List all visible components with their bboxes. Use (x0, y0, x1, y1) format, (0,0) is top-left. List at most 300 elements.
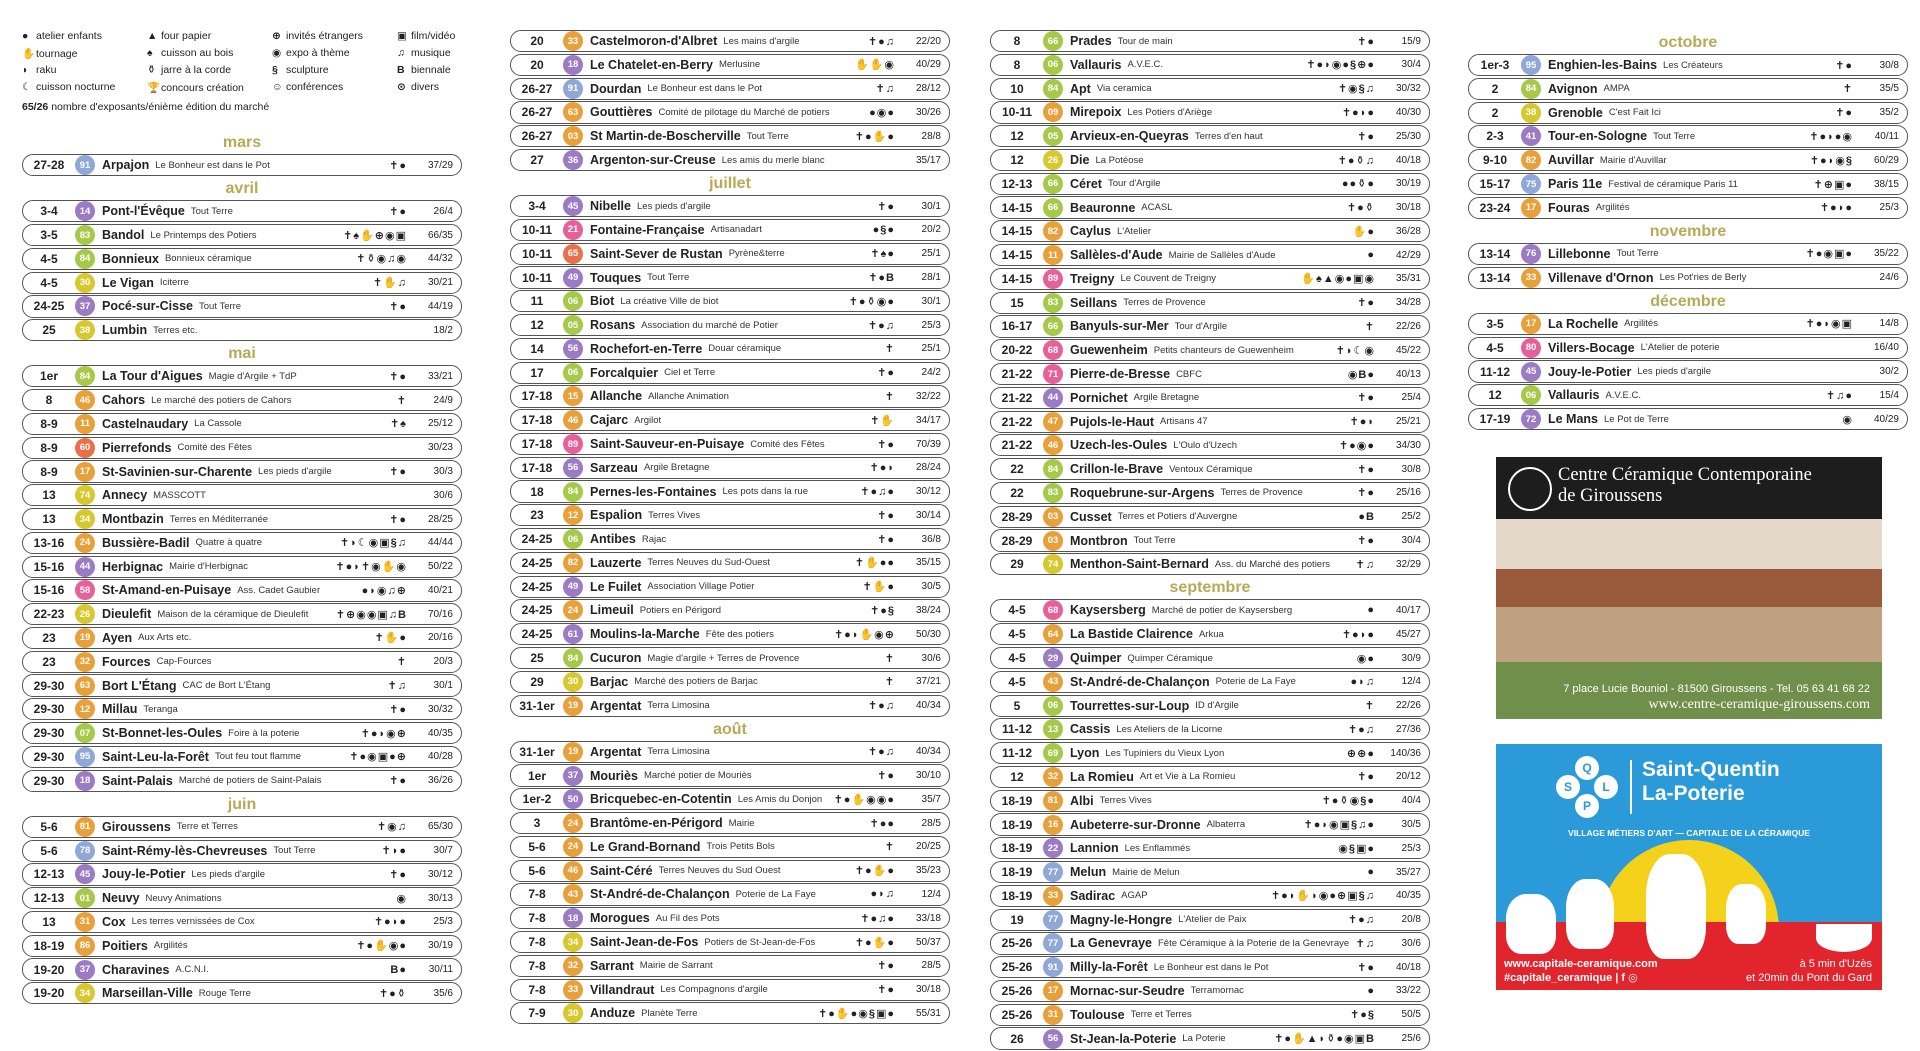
event-row[interactable] (22, 579, 462, 601)
event-organizer: ID d'Argile (1195, 700, 1239, 712)
event-row[interactable] (510, 552, 950, 574)
event-organizer: A.V.E.C. (1605, 389, 1641, 401)
event-date: 17-19 (1479, 412, 1511, 427)
event-row[interactable] (990, 837, 1430, 859)
event-row[interactable] (510, 955, 950, 977)
event-row[interactable] (990, 1027, 1430, 1049)
event-date: 28-29 (1001, 533, 1033, 548)
event-count: 40/29 (1873, 413, 1899, 425)
event-row[interactable] (990, 980, 1430, 1002)
event-date: 31-1er (519, 698, 555, 713)
event-features-icons: ✝● (877, 509, 895, 522)
event-date: 22 (1010, 462, 1024, 477)
event-organizer: Terre et Terres (1130, 1009, 1192, 1021)
event-town: Pocé-sur-Cisse (102, 299, 194, 314)
department-badge: 66 (1043, 31, 1063, 51)
department-badge: 74 (1043, 554, 1063, 574)
event-town: Sarzeau (590, 460, 638, 475)
event-row[interactable] (510, 54, 950, 76)
department-badge: 84 (1043, 79, 1063, 99)
event-row[interactable] (22, 958, 462, 980)
event-row[interactable] (990, 387, 1430, 409)
event-organizer: Quatre à quatre (195, 537, 263, 549)
event-row[interactable] (1468, 313, 1908, 335)
event-row[interactable] (510, 671, 950, 693)
event-count: 40/30 (1395, 106, 1421, 118)
department-badge: 31 (1043, 1005, 1063, 1025)
event-organizer: Potiers en Périgord (639, 604, 722, 616)
event-date: 3-5 (1486, 316, 1504, 331)
department-badge: 09 (1043, 102, 1063, 122)
event-row[interactable] (22, 911, 462, 933)
event-features-icons: ✝●♫ (867, 319, 895, 332)
event-town: Saint-Sever de Rustan (590, 246, 723, 261)
event-row[interactable] (990, 411, 1430, 433)
event-count: 25/4 (1401, 392, 1421, 404)
event-features-icons: ✝♫ (1355, 937, 1375, 950)
event-row[interactable] (1468, 384, 1908, 406)
event-row[interactable] (990, 695, 1430, 717)
event-features-icons: ✝●◗◉§ (1809, 154, 1853, 167)
event-date: 16-17 (1001, 319, 1033, 334)
event-date: 20 (530, 34, 544, 49)
event-row[interactable] (990, 599, 1430, 621)
event-organizer: Potiers de St-Jean-de-Fos (704, 936, 816, 948)
event-row[interactable] (22, 935, 462, 957)
event-row[interactable] (990, 529, 1430, 551)
event-organizer: A.V.E.C. (1127, 59, 1163, 71)
event-row[interactable] (510, 979, 950, 1001)
event-organizer: Argile Bretagne (643, 462, 710, 474)
event-row[interactable] (510, 528, 950, 550)
event-organizer: Rajac (641, 533, 667, 545)
event-organizer: Terramornac (1190, 985, 1244, 997)
event-town: Le Chatelet-en-Berry (590, 57, 713, 72)
event-features-icons: ✝♠ (389, 418, 407, 431)
event-count: 35/17 (915, 154, 941, 166)
event-organizer: Fête des potiers (705, 628, 774, 640)
department-badge: 30 (563, 1003, 583, 1023)
event-row[interactable] (22, 863, 462, 885)
event-row[interactable] (22, 154, 462, 176)
event-organizer: Terres Neuves du Sud-Ouest (647, 557, 770, 569)
event-row[interactable] (22, 532, 462, 554)
event-organizer: Via ceramica (1096, 83, 1152, 95)
event-town: Forcalquier (590, 365, 659, 380)
event-row[interactable] (510, 741, 950, 763)
event-row[interactable] (990, 742, 1430, 764)
event-organizer: Les Enflammés (1124, 842, 1191, 854)
event-row[interactable] (510, 812, 950, 834)
event-row[interactable] (22, 389, 462, 411)
event-row[interactable] (22, 413, 462, 435)
event-date: 12 (1010, 769, 1024, 784)
event-town: Pujols-le-Haut (1070, 414, 1155, 429)
event-row[interactable] (22, 224, 462, 246)
event-town: Cassis (1070, 722, 1111, 737)
event-count: 22/20 (915, 35, 941, 47)
event-row[interactable] (510, 219, 950, 241)
event-row[interactable] (510, 931, 950, 953)
event-row[interactable] (990, 54, 1430, 76)
event-row[interactable] (510, 195, 950, 217)
department-badge: 95 (75, 747, 95, 767)
event-organizer: Teranga (143, 703, 178, 715)
event-row[interactable] (510, 788, 950, 810)
event-row[interactable] (990, 458, 1430, 480)
event-row[interactable] (22, 840, 462, 862)
event-count: 15/9 (1401, 35, 1421, 47)
ad-saint-quentin-social[interactable]: #capitale_ceramique | f ◎ (1504, 972, 1638, 984)
event-date: 28-29 (1001, 509, 1033, 524)
event-town: Dourdan (590, 81, 642, 96)
event-organizer: AMPA (1603, 83, 1630, 95)
event-organizer: Association Village Potier (647, 581, 755, 593)
event-row[interactable] (510, 338, 950, 360)
event-date: 7-8 (528, 958, 546, 973)
event-count: 32/29 (1395, 558, 1421, 570)
event-row[interactable] (990, 268, 1430, 290)
event-row[interactable] (22, 982, 462, 1004)
legend-item (147, 47, 233, 59)
event-date: 10-11 (521, 246, 553, 261)
event-row[interactable] (22, 816, 462, 838)
event-features-icons: ◉§▣● (1338, 842, 1375, 855)
department-badge: 84 (75, 366, 95, 386)
event-town: Bort L'Étang (102, 678, 177, 693)
event-row[interactable] (510, 764, 950, 786)
event-date: 5-6 (528, 839, 546, 854)
event-row[interactable] (510, 290, 950, 312)
event-row[interactable] (22, 698, 462, 720)
event-row[interactable] (990, 149, 1430, 171)
legend-label: conférences (286, 81, 344, 93)
event-date: 14-15 (1001, 200, 1033, 215)
department-badge: 66 (1043, 174, 1063, 194)
event-row[interactable] (1468, 54, 1908, 76)
event-date: 25 (42, 323, 56, 338)
event-row[interactable] (990, 623, 1430, 645)
month-heading: avril (225, 180, 259, 198)
event-features-icons: ✝●♫● (860, 486, 895, 499)
event-features-icons: ✝●♫ (1347, 914, 1375, 927)
event-row[interactable] (990, 196, 1430, 218)
event-count: 60/29 (1873, 154, 1899, 166)
event-count: 42/29 (1395, 249, 1421, 261)
department-badge: 06 (563, 529, 583, 549)
event-row[interactable] (990, 339, 1430, 361)
event-features-icons: ✝● (389, 703, 407, 716)
event-town: Albi (1070, 793, 1094, 808)
event-row[interactable] (990, 101, 1430, 123)
event-row[interactable] (1468, 125, 1908, 147)
event-town: Guewenheim (1070, 343, 1148, 358)
event-row[interactable] (990, 1004, 1430, 1026)
event-row[interactable] (1468, 408, 1908, 430)
event-row[interactable] (22, 770, 462, 792)
event-row[interactable] (990, 671, 1430, 693)
event-row[interactable] (510, 149, 950, 171)
event-row[interactable] (510, 125, 950, 147)
event-date: 4-5 (1008, 603, 1026, 618)
event-row[interactable] (22, 295, 462, 317)
event-count: 25/1 (921, 248, 941, 260)
event-date: 18-19 (33, 938, 65, 953)
event-row[interactable] (510, 836, 950, 858)
event-row[interactable] (510, 695, 950, 717)
department-badge: 44 (75, 557, 95, 577)
event-row[interactable] (510, 1002, 950, 1024)
event-row[interactable] (1468, 102, 1908, 124)
event-row[interactable] (510, 907, 950, 929)
ad-saint-quentin[interactable] (1496, 744, 1882, 990)
event-row[interactable] (22, 887, 462, 909)
event-town: Sadirac (1070, 888, 1116, 903)
event-row[interactable] (22, 248, 462, 270)
event-date: 4-5 (1486, 340, 1504, 355)
legend-label: film/vidéo (411, 30, 456, 42)
event-row[interactable] (990, 885, 1430, 907)
event-row[interactable] (990, 244, 1430, 266)
event-date: 31-1er (519, 744, 555, 759)
event-row[interactable] (510, 385, 950, 407)
event-row[interactable] (22, 722, 462, 744)
event-row[interactable] (1468, 78, 1908, 100)
event-date: 20-22 (1001, 343, 1033, 358)
event-features-icons: ✝♠● (870, 248, 895, 261)
event-date: 11 (530, 294, 544, 309)
legend-label: jarre à la corde (161, 64, 232, 76)
event-row[interactable] (22, 674, 462, 696)
event-row[interactable] (510, 623, 950, 645)
event-row[interactable] (22, 627, 462, 649)
event-count: 30/18 (915, 984, 941, 996)
ad-giroussens[interactable] (1496, 457, 1882, 719)
event-organizer: Les pieds d'argile (191, 868, 265, 880)
event-row[interactable] (990, 292, 1430, 314)
event-row[interactable] (990, 909, 1430, 931)
event-date: 19-20 (33, 986, 65, 1001)
event-row[interactable] (990, 30, 1430, 52)
event-row[interactable] (22, 437, 462, 459)
event-row[interactable] (990, 506, 1430, 528)
event-town: St-Jean-la-Poterie (1070, 1031, 1177, 1046)
event-row[interactable] (510, 101, 950, 123)
event-date: 1er-3 (1480, 58, 1510, 73)
event-town: Vallauris (1070, 57, 1122, 72)
event-organizer: Maison de la céramique de Dieulefit (157, 608, 309, 620)
event-row[interactable] (990, 956, 1430, 978)
event-count: 37/21 (915, 676, 941, 688)
event-features-icons: ✝●◗◉▣ (1805, 318, 1853, 331)
event-row[interactable] (1468, 197, 1908, 219)
department-badge: 71 (1043, 364, 1063, 384)
event-row[interactable] (510, 30, 950, 52)
event-row[interactable] (1468, 149, 1908, 171)
event-count: 50/37 (915, 936, 941, 948)
event-town: Fources (102, 654, 151, 669)
department-badge: 12 (75, 699, 95, 719)
department-badge: 16 (1043, 815, 1063, 835)
event-town: Toulouse (1070, 1007, 1125, 1022)
event-date: 8-9 (40, 440, 58, 455)
event-row[interactable] (990, 813, 1430, 835)
event-row[interactable] (22, 365, 462, 387)
event-row[interactable] (510, 860, 950, 882)
event-count: 33/22 (1395, 985, 1421, 997)
event-row[interactable] (990, 553, 1430, 575)
event-row[interactable] (22, 272, 462, 294)
event-row[interactable] (1468, 243, 1908, 265)
event-row[interactable] (22, 651, 462, 673)
event-row[interactable] (22, 200, 462, 222)
event-row[interactable] (510, 883, 950, 905)
department-badge: 37 (563, 766, 583, 786)
event-features-icons: ✝●B (868, 272, 895, 285)
department-badge: 34 (563, 932, 583, 952)
event-town: Menthon-Saint-Bernard (1070, 557, 1209, 572)
event-features-icons: ✝● (877, 438, 895, 451)
ad-saint-quentin-tagline: VILLAGE MÉTIERS D'ART — CAPITALE DE LA CÉRAMIQUE (1568, 828, 1810, 838)
department-badge: 83 (75, 225, 95, 245)
event-row[interactable] (510, 480, 950, 502)
event-features-icons: ✝● (1357, 35, 1375, 48)
event-row[interactable] (510, 409, 950, 431)
event-row[interactable] (22, 556, 462, 578)
event-row[interactable] (1468, 337, 1908, 359)
event-row[interactable] (990, 78, 1430, 100)
event-town: Aubeterre-sur-Dronne (1070, 817, 1201, 832)
logo-separator (1630, 760, 1632, 814)
event-date: 12-13 (33, 867, 65, 882)
event-town: Saint-Rémy-lès-Chevreuses (102, 843, 268, 858)
event-town: Le Mans (1548, 412, 1599, 427)
department-badge: 03 (1043, 507, 1063, 527)
jar-illustration (1506, 894, 1556, 954)
event-row[interactable] (22, 460, 462, 482)
event-town: Enghien-les-Bains (1548, 58, 1658, 73)
event-row[interactable] (990, 790, 1430, 812)
department-badge: 30 (75, 273, 95, 293)
event-town: Bussière-Badil (102, 535, 190, 550)
event-row[interactable] (510, 576, 950, 598)
event-count: 28/8 (921, 130, 941, 142)
event-row[interactable] (990, 647, 1430, 669)
event-row[interactable] (510, 266, 950, 288)
event-count: 25/6 (1401, 1033, 1421, 1045)
department-badge: 56 (1043, 1029, 1063, 1049)
event-row[interactable] (990, 220, 1430, 242)
department-badge: 56 (563, 458, 583, 478)
event-organizer: Mairie de Sarrant (639, 960, 713, 972)
event-town: Moulins-la-Marche (590, 627, 700, 642)
department-badge: 06 (563, 291, 583, 311)
event-row[interactable] (990, 718, 1430, 740)
event-date: 10-11 (521, 222, 553, 237)
department-badge: 13 (1043, 719, 1063, 739)
event-row[interactable] (990, 932, 1430, 954)
event-count: 30/4 (1401, 59, 1421, 71)
event-row[interactable] (22, 484, 462, 506)
event-organizer: Le Pot de Terre (1604, 413, 1669, 425)
event-row[interactable] (22, 319, 462, 341)
event-count: 36/28 (1395, 225, 1421, 237)
event-row[interactable] (510, 362, 950, 384)
event-row[interactable] (510, 504, 950, 526)
event-count: 40/34 (915, 700, 941, 712)
event-count: 20/3 (433, 656, 453, 668)
event-features-icons: ●B (1358, 510, 1375, 523)
event-organizer: Le Bonheur est dans le Pot (647, 83, 762, 95)
event-town: Jouy-le-Potier (1548, 364, 1632, 379)
event-organizer: Mairie d'Auvillar (1599, 154, 1667, 166)
event-organizer: Les Ateliers de la Licorne (1116, 723, 1223, 735)
event-row[interactable] (510, 647, 950, 669)
event-organizer: Bonnieux céramique (164, 253, 252, 265)
department-badge: 33 (563, 31, 583, 51)
event-organizer: Terre et Terres (176, 821, 238, 833)
event-features-icons: ✝● (877, 200, 895, 213)
event-date: 3-4 (40, 204, 58, 219)
event-date: 2 (1491, 105, 1499, 120)
event-organizer: Les pots dans la rue (722, 486, 808, 498)
event-row[interactable] (990, 434, 1430, 456)
event-row[interactable] (1468, 267, 1908, 289)
event-row[interactable] (510, 243, 950, 265)
event-features-icons: ✝● (1357, 463, 1375, 476)
event-row[interactable] (990, 125, 1430, 147)
ad-saint-quentin-name: Saint-Quentin La-Poterie (1642, 758, 1780, 805)
event-row[interactable] (990, 861, 1430, 883)
event-row[interactable] (22, 603, 462, 625)
event-row[interactable] (1468, 173, 1908, 195)
event-row[interactable] (510, 314, 950, 336)
event-row[interactable] (510, 457, 950, 479)
event-row[interactable] (22, 746, 462, 768)
department-badge: 31 (75, 912, 95, 932)
event-features-icons: ✝●♫ (867, 746, 895, 759)
event-date: 29-30 (33, 702, 65, 717)
ad-giroussens-website[interactable]: www.centre-ceramique-giroussens.com (1648, 697, 1870, 712)
event-date: 7-8 (528, 911, 546, 926)
event-organizer: C'est Fait Ici (1608, 107, 1661, 119)
event-organizer: Terres en Méditerranée (169, 513, 269, 525)
legend-item (22, 30, 102, 42)
event-row[interactable] (510, 599, 950, 621)
event-row[interactable] (990, 482, 1430, 504)
legend-label: four papier (161, 30, 212, 42)
department-badge: 68 (1043, 340, 1063, 360)
event-count: 28/12 (915, 83, 941, 95)
event-row[interactable] (990, 363, 1430, 385)
event-row[interactable] (990, 766, 1430, 788)
event-organizer: Ciel et Terre (664, 367, 716, 379)
event-count: 25/12 (427, 418, 453, 430)
event-row[interactable] (990, 315, 1430, 337)
event-row[interactable] (990, 173, 1430, 195)
event-row[interactable] (22, 508, 462, 530)
event-row[interactable] (510, 78, 950, 100)
event-row[interactable] (1468, 360, 1908, 382)
ad-saint-quentin-website[interactable]: www.capitale-ceramique.com (1504, 958, 1658, 970)
event-date: 21-22 (1001, 390, 1033, 405)
event-row[interactable] (510, 433, 950, 455)
event-date: 4-5 (40, 275, 58, 290)
event-features-icons: ✝ (1364, 320, 1375, 333)
giroussens-logo-icon (1508, 467, 1552, 511)
event-date: 13 (42, 488, 56, 503)
month-heading: juin (227, 795, 257, 813)
